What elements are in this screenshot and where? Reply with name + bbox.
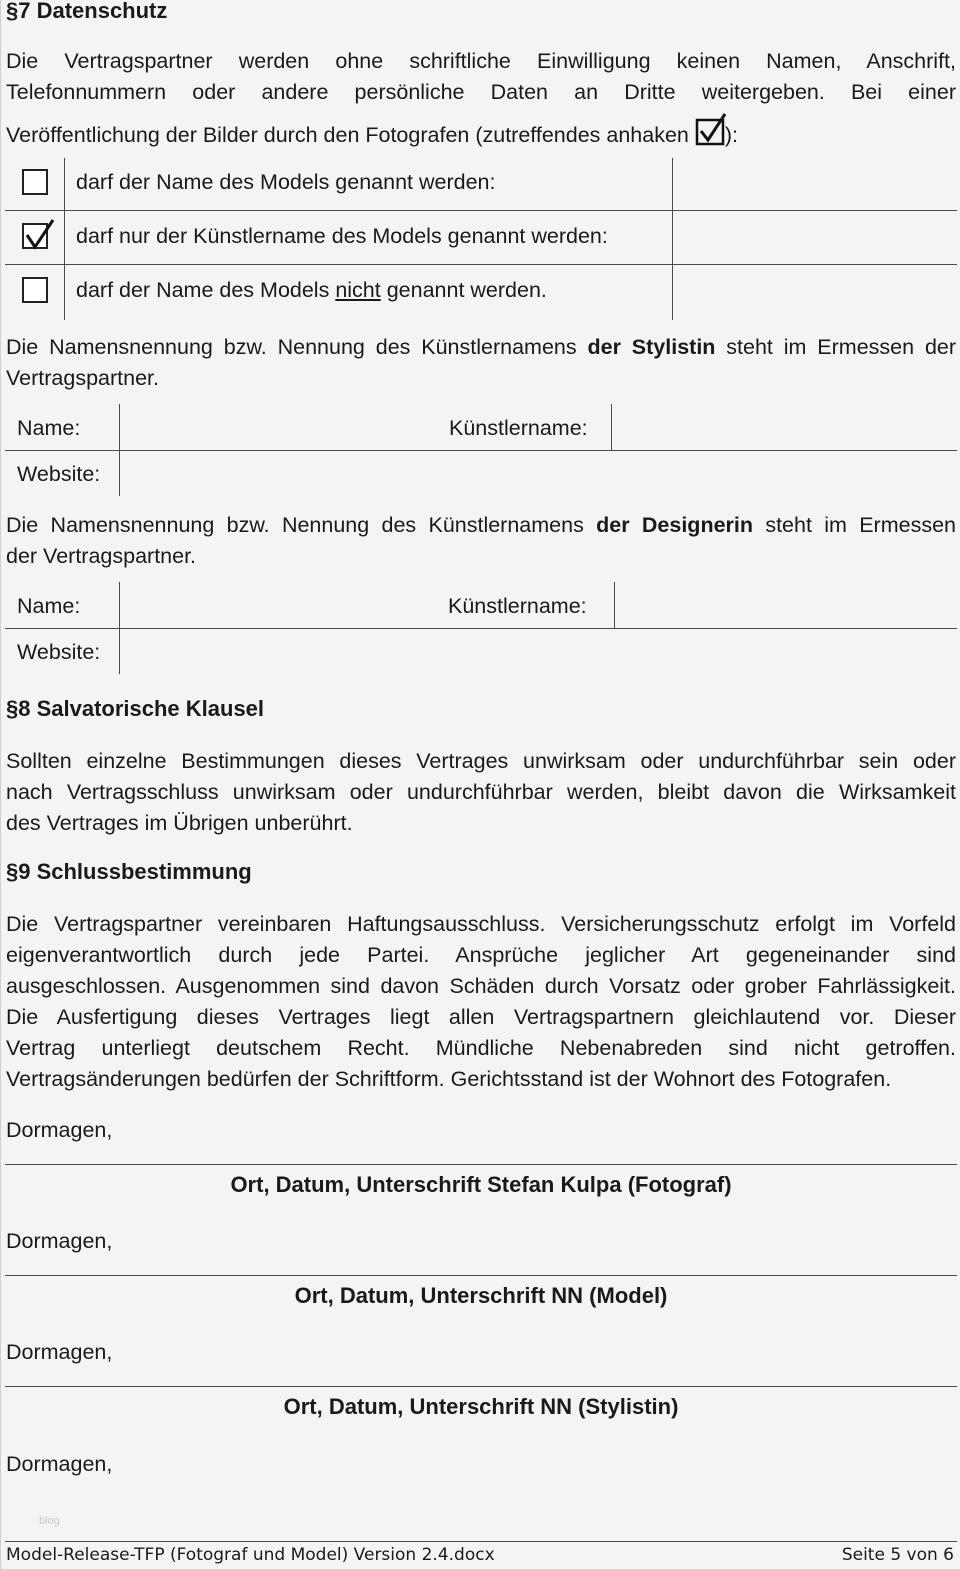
stylist-line-2: Vertragspartner. — [6, 366, 159, 390]
option-3-text-underlined: nicht — [335, 278, 381, 302]
s9-line-3: ausgeschlossen. Ausgenommen sind davon Schäden durch Vorsatz oder grober Fahrlässigkeit. — [6, 974, 956, 998]
option-3-text-a: darf der Name des Models — [76, 278, 336, 302]
signature-caption-3: Ort, Datum, Unterschrift NN (Stylistin) — [283, 1394, 679, 1419]
designer-line-2: der Vertragspartner. — [6, 544, 197, 568]
designer-text-bold: der Designerin — [596, 513, 754, 537]
option-2-label: darf nur der Künstlername des Models genannt werden: — [76, 224, 608, 248]
s7-line-3-text: Veröffentlichung der Bilder durch den Fotografen (zutreffendes anhaken — [6, 123, 689, 147]
options-rule-2 — [5, 264, 957, 265]
s8-line-3: des Vertrages im Übrigen unberührt. — [6, 811, 353, 835]
stylist-line-1 — [6, 332, 956, 363]
s9-line-2: eigenverantwortlich durch jede Partei. Ansprüche jeglicher Art gegeneinander sind — [6, 943, 956, 967]
s8-line-1: Sollten einzelne Bestimmungen dieses Vertrages unwirksam oder undurchführbar sein oder — [6, 749, 956, 773]
s9-line-4: Die Ausfertigung dieses Vertrages liegt allen Vertragspartnern gleichlautend vor. Dieser — [6, 1005, 956, 1029]
stylist-text-bold: der Stylistin — [587, 335, 716, 359]
s7-line-1: Die Vertragspartner werden ohne schriftliche Einwilligung keinen Namen, Anschrift, — [6, 49, 956, 73]
place-3: Dormagen, — [6, 1340, 113, 1364]
signature-line-1 — [5, 1164, 957, 1165]
stylist-website-label: Website: — [17, 462, 101, 486]
place-1: Dormagen, — [6, 1118, 113, 1142]
signature-caption-2: Ort, Datum, Unterschrift NN (Model) — [294, 1283, 668, 1308]
stylist-name-label: Name: — [17, 416, 81, 440]
designer-website-label: Website: — [17, 640, 101, 664]
option-2-checkbox[interactable] — [22, 223, 48, 249]
stylist-table-rule — [5, 450, 957, 451]
designer-artist-label: Künstlername: — [448, 594, 587, 618]
designer-line-1 — [6, 510, 956, 541]
section-8-heading: §8 Salvatorische Klausel — [6, 696, 265, 721]
s9-line-5: Vertrag unterliegt deutschem Recht. Mündliche Nebenabreden sind nicht getroffen. — [6, 1036, 956, 1060]
footer-page-number: Seite 5 von 6 — [841, 1545, 954, 1565]
section-9-heading: §9 Schlussbestimmung — [6, 859, 252, 884]
s7-line-2: Telefonnummern oder andere persönliche Daten an Dritte weitergeben. Bei einer — [6, 80, 956, 104]
footer-filename: Model-Release-TFP (Fotograf und Model) Version 2.4.docx — [6, 1545, 495, 1565]
options-divider-right — [672, 158, 673, 320]
option-3-text-b: genannt werden. — [380, 278, 547, 302]
signature-line-2 — [5, 1275, 957, 1276]
checkmark-icon — [22, 219, 58, 255]
option-3-label — [76, 278, 547, 303]
watermark: blog — [39, 1515, 60, 1527]
s7-line-3 — [6, 120, 956, 151]
option-1-label: darf der Name des Models genannt werden: — [76, 170, 496, 194]
stylist-text-a: Die Namensnennung bzw. Nennung des Künstlernamens — [6, 335, 588, 359]
s9-line-1: Die Vertragspartner vereinbaren Haftungsausschluss. Versicherungsschutz erfolgt im Vorfeld — [6, 912, 956, 936]
options-divider-left — [64, 158, 65, 320]
signature-line-3 — [5, 1386, 957, 1387]
option-1-checkbox[interactable] — [22, 169, 48, 195]
stylist-artist-label: Künstlername: — [449, 416, 588, 440]
designer-text-a: Die Namensnennung bzw. Nennung des Künstlernamens — [6, 513, 597, 537]
footer-rule — [5, 1541, 957, 1542]
signature-caption-1: Ort, Datum, Unterschrift Stefan Kulpa (Fotograf) — [230, 1172, 732, 1197]
s8-line-2: nach Vertragsschluss unwirksam oder undurchführbar werden, bleibt davon die Wirksamkeit — [6, 780, 956, 804]
s7-line-3-end: ): — [724, 123, 739, 147]
stylist-text-c: steht im Ermessen der — [715, 335, 957, 359]
place-2: Dormagen, — [6, 1229, 113, 1253]
stylist-table-divider-right — [611, 404, 612, 450]
inline-checkbox-icon — [695, 120, 725, 144]
s9-line-6: Vertragsänderungen bedürfen der Schriftform. Gerichtsstand ist der Wohnort des Fotografen. — [6, 1067, 892, 1091]
options-rule-1 — [5, 210, 957, 211]
designer-table-rule — [5, 628, 957, 629]
designer-text-c: steht im Ermessen — [753, 513, 956, 537]
section-7-heading: §7 Datenschutz — [6, 0, 168, 23]
option-3-checkbox[interactable] — [22, 277, 48, 303]
place-4: Dormagen, — [6, 1452, 113, 1476]
designer-name-label: Name: — [17, 594, 81, 618]
designer-table-divider-right — [614, 582, 615, 628]
